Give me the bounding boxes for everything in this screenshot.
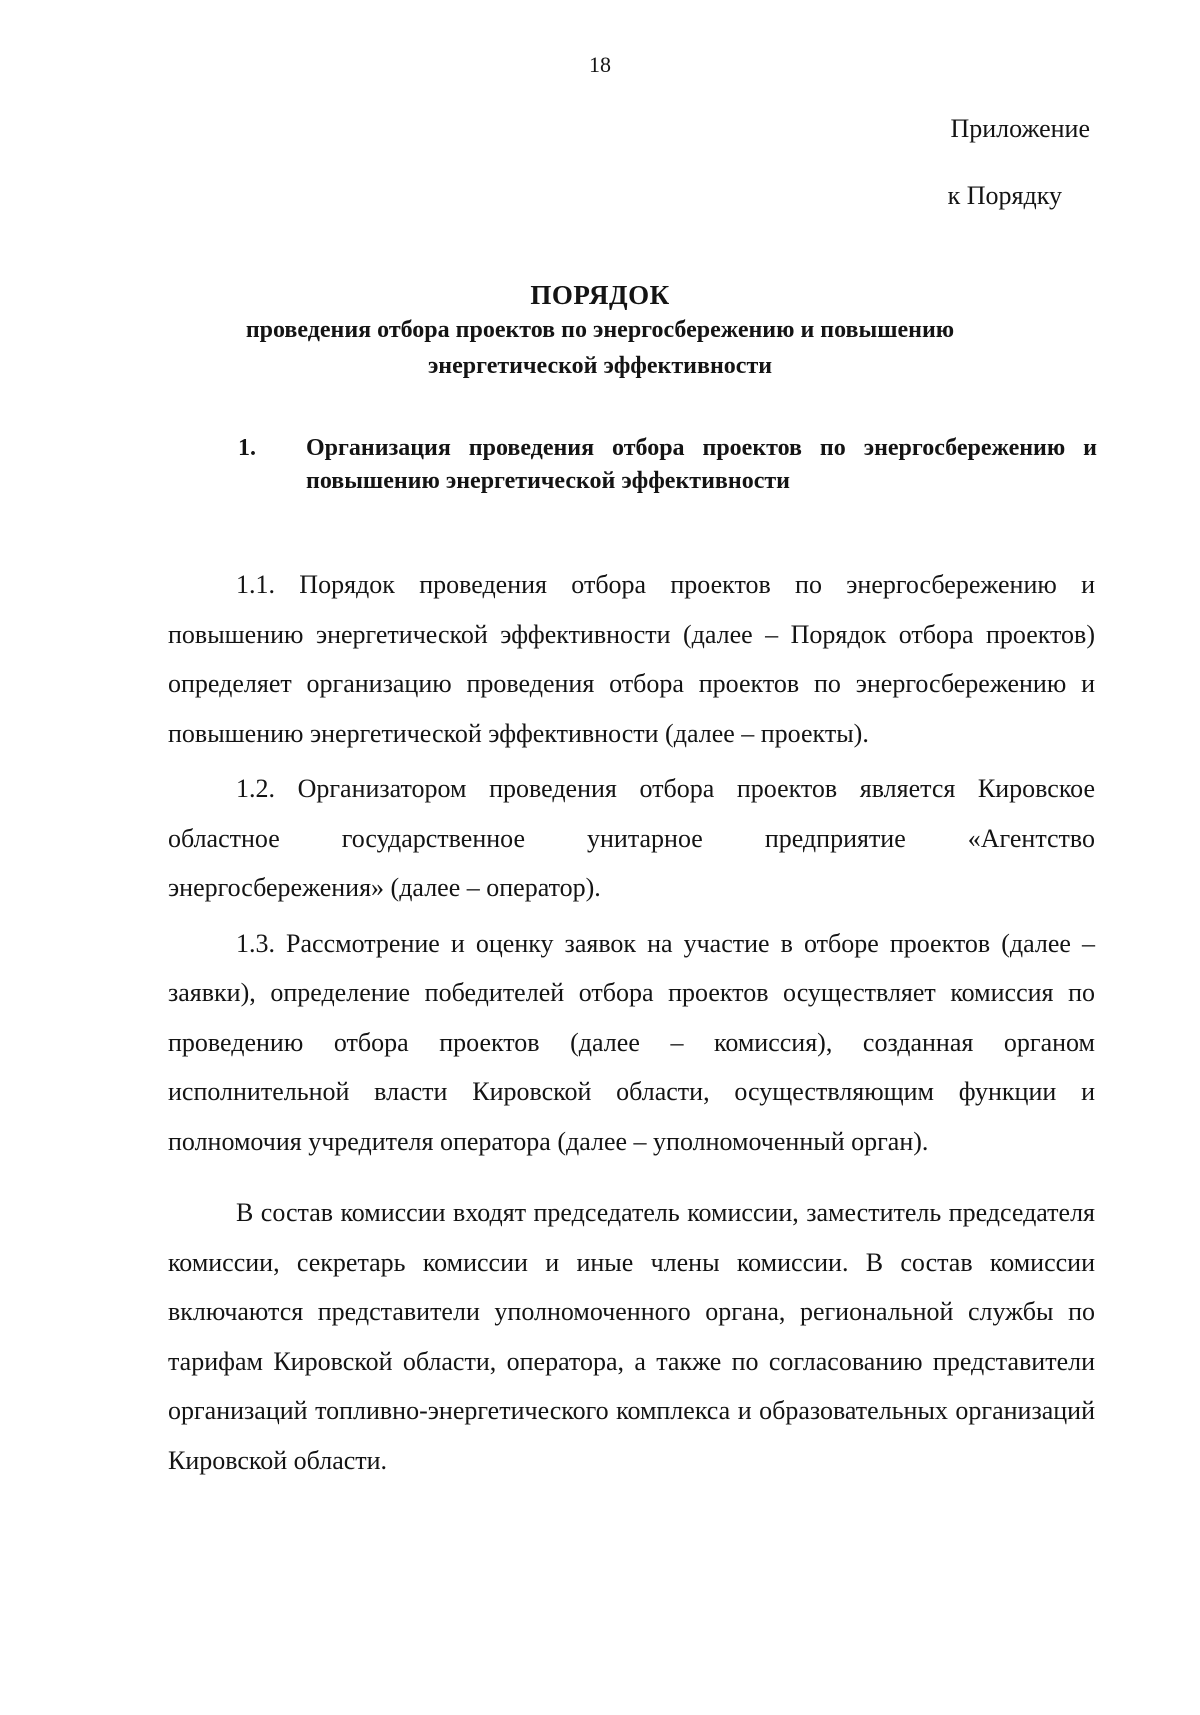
- document-title: ПОРЯДОК: [530, 280, 670, 310]
- appendix-reference: к Порядку: [947, 181, 1062, 210]
- document-subtitle: проведения отбора проектов по энергосбережению и повышению энергетической эффективности: [245, 317, 955, 379]
- paragraph-1-2: 1.2. Организатором проведения отбора проектов является Кировское областное государственное унитарное предприятие «Агентство энергосбережения» (далее – оператор).: [168, 774, 1095, 902]
- document-title-block: [0, 278, 1200, 384]
- page-number: 18: [589, 52, 611, 77]
- paragraph-1-1: 1.1. Порядок проведения отбора проектов по энергосбережению и повышению энергетической эффективности (далее – Порядок отбора проектов) определяет организацию проведения отбора проектов по энергосбережению и повышению энергетической эффективности (далее – проекты).: [168, 570, 1095, 748]
- paragraph-1-3: 1.3. Рассмотрение и оценку заявок на участие в отборе проектов (далее – заявки), определение победителей отбора проектов осуществляет комиссия по проведению отбора проектов (далее – комиссия), созданная органом исполнительной власти Кировской области, осуществляющим функции и полномочия учредителя оператора (далее – уполномоченный орган).: [168, 928, 1095, 1156]
- section-title: Организация проведения отбора проектов по энергосбережению и повышению энергетической эффективности: [306, 435, 1097, 494]
- paragraph-commission-composition: В состав комиссии входят председатель комиссии, заместитель председателя комиссии, секретарь комиссии и иные члены комиссии. В состав комиссии включаются представители уполномоченного органа, региональной службы по тарифам Кировской области, оператора, а также по согласованию представители организаций топливно-энергетического комплекса и образовательных организаций Кировской области.: [168, 1198, 1095, 1475]
- appendix-label: Приложение: [950, 114, 1090, 143]
- body-text: [168, 560, 1095, 1485]
- section-number: 1.: [238, 435, 256, 461]
